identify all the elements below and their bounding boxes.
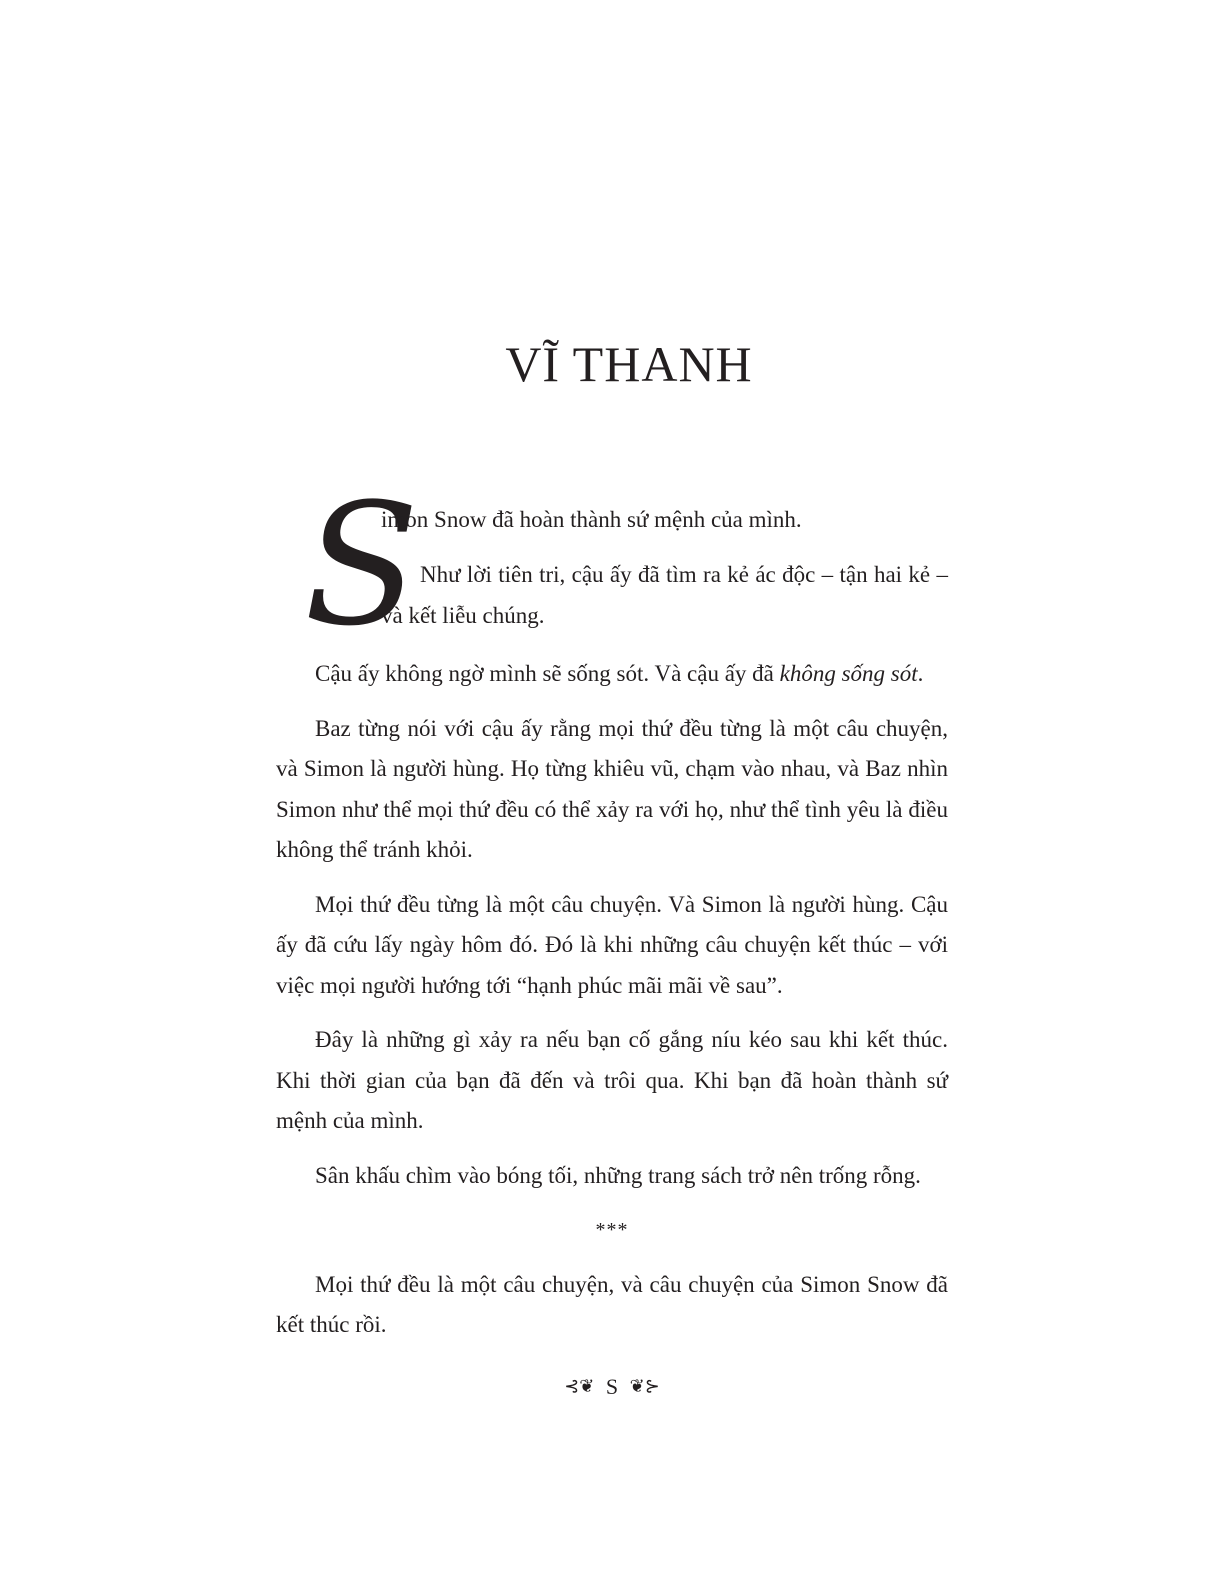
opening-second-paragraph: Như lời tiên tri, cậu ấy đã tìm ra kẻ ác độc – tận hai kẻ – và kết liễu chúng. <box>381 562 948 628</box>
paragraph-6: Mọi thứ đều là một câu chuyện, và câu chuyện của Simon Snow đã kết thúc rồi. <box>276 1271 948 1337</box>
paragraph-1-emphasis: không sống sót <box>779 661 918 686</box>
paragraph-1-text: Cậu ấy không ngờ mình sẽ sống sót. Và cậu ấy đã <box>315 661 780 686</box>
paragraph-4: Đây là những gì xảy ra nếu bạn cố gắng níu kéo sau khi kết thúc. Khi thời gian của bạn đã đến và trôi qua. Khi bạn đã hoàn thành sứ mệnh của mình. <box>276 1027 948 1133</box>
ornament-letter: S <box>605 1373 619 1399</box>
opening-block <box>276 467 948 663</box>
flourish-left-icon: ⊰❦ <box>564 1376 595 1397</box>
flourish-right-icon: ❦⊱ <box>629 1376 660 1397</box>
opening-first-line: imon Snow đã hoàn thành sứ mệnh của mình. <box>381 507 802 532</box>
paragraph-5: Sân khấu chìm vào bóng tối, những trang sách trở nên trống rỗng. <box>315 1162 921 1188</box>
paragraph-3: Mọi thứ đều từng là một câu chuyện. Và Simon là người hùng. Cậu ấy đã cứu lấy ngày hôm đó. Đó là khi những câu chuyện kết thúc – với việc mọi người hướng tới “hạnh phúc mãi mãi về sau”. <box>276 891 948 998</box>
drop-cap: S <box>304 467 420 663</box>
paragraph-1-end: . <box>917 661 924 686</box>
scene-separator: *** <box>595 1219 629 1241</box>
chapter-title: VĨ THANH <box>505 336 753 392</box>
paragraph-2: Baz từng nói với cậu ấy rằng mọi thứ đều từng là một câu chuyện, và Simon là người hùng. Họ từng khiêu vũ, chạm vào nhau, và Baz nhìn Simon như thể mọi thứ đều có thể xảy ra với họ, như thể tình yêu là điều không thể tránh khỏi. <box>276 715 948 862</box>
footer-ornament <box>0 1372 1224 1400</box>
chapter-body <box>276 467 948 1360</box>
